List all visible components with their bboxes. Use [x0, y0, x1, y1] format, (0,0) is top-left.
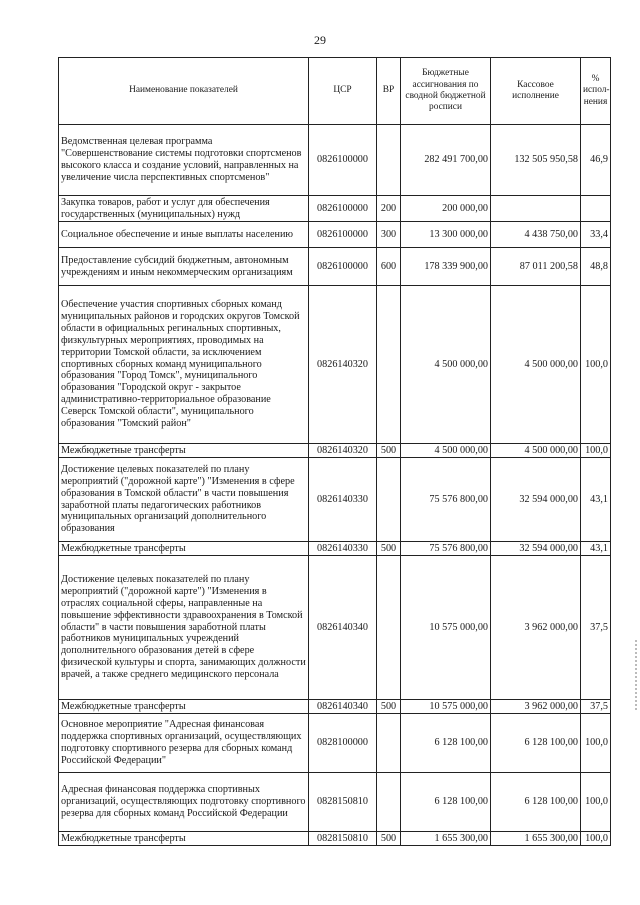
row-percent: 33,4 [581, 222, 611, 248]
row-cash: 4 438 750,00 [491, 222, 581, 248]
table-row [59, 773, 611, 832]
row-name: Предоставление субсидий бюджетным, автономным учреждениям и иным некоммерческим организациям [59, 248, 309, 286]
row-percent: 48,8 [581, 248, 611, 286]
row-vr [377, 773, 401, 832]
scan-artifact [635, 640, 637, 710]
row-csr: 0828150810 [309, 832, 377, 846]
row-name: Межбюджетные трансферты [59, 700, 309, 714]
row-csr: 0826140330 [309, 542, 377, 556]
table-row [59, 248, 611, 286]
table-row [59, 458, 611, 542]
row-cash: 4 500 000,00 [491, 444, 581, 458]
row-budget: 282 491 700,00 [401, 125, 491, 196]
row-budget: 75 576 800,00 [401, 458, 491, 542]
row-cash: 1 655 300,00 [491, 832, 581, 846]
row-name: Достижение целевых показателей по плану мероприятий ("дорожной карте") "Изменения в отраслях социальной сферы, направленные на повышение эффективности здравоохранения в Томской области" в части повышения заработной платы работников муниципальных учреждений дополнительного образования детей в сфере физической культуры и спорта, занимающих должности врачей, а также среднего медицинского персонала [59, 556, 309, 700]
row-csr: 0826100000 [309, 196, 377, 222]
row-csr: 0826140340 [309, 700, 377, 714]
row-budget: 6 128 100,00 [401, 773, 491, 832]
row-csr: 0826100000 [309, 248, 377, 286]
row-budget: 6 128 100,00 [401, 714, 491, 773]
row-cash [491, 196, 581, 222]
row-vr: 500 [377, 542, 401, 556]
row-csr: 0826100000 [309, 222, 377, 248]
row-vr [377, 125, 401, 196]
row-percent: 46,9 [581, 125, 611, 196]
row-vr: 500 [377, 444, 401, 458]
row-percent: 43,1 [581, 542, 611, 556]
row-budget: 10 575 000,00 [401, 556, 491, 700]
row-csr: 0826140330 [309, 458, 377, 542]
row-percent: 100,0 [581, 773, 611, 832]
row-budget: 1 655 300,00 [401, 832, 491, 846]
row-name: Обеспечение участия спортивных сборных команд муниципальных районов и городских округов Томской области в официальных регинальных спортивных, физкультурных мероприятиях, проводимых на территории Томской области, за исключением спортивных сборных команд муниципального образования "Город Томск", муниципального образования "Городской округ - закрытое административно-территориальное образование Северск Томской области", муниципального образования "Томский район" [59, 286, 309, 444]
header-vr: ВР [377, 58, 401, 125]
row-vr: 600 [377, 248, 401, 286]
row-name: Социальное обеспечение и иные выплаты населению [59, 222, 309, 248]
row-percent: 37,5 [581, 700, 611, 714]
table-row [59, 700, 611, 714]
row-percent: 100,0 [581, 444, 611, 458]
row-name: Адресная финансовая поддержка спортивных организаций, осуществляющих подготовку спортивного резерва для сборных команд Российской Федерации [59, 773, 309, 832]
row-name: Межбюджетные трансферты [59, 444, 309, 458]
table-row [59, 125, 611, 196]
table-row [59, 542, 611, 556]
row-vr [377, 556, 401, 700]
row-csr: 0828100000 [309, 714, 377, 773]
table-row [59, 832, 611, 846]
row-vr: 500 [377, 832, 401, 846]
row-csr: 0826140320 [309, 444, 377, 458]
table-row [59, 196, 611, 222]
row-name: Межбюджетные трансферты [59, 542, 309, 556]
row-name: Закупка товаров, работ и услуг для обеспечения государственных (муниципальных) нужд [59, 196, 309, 222]
row-budget: 13 300 000,00 [401, 222, 491, 248]
row-vr [377, 286, 401, 444]
row-cash: 87 011 200,58 [491, 248, 581, 286]
table-row [59, 444, 611, 458]
row-name: Основное мероприятие "Адресная финансовая поддержка спортивных организаций, осуществляющих подготовку спортивного резерва для сборных команд Российской Федерации" [59, 714, 309, 773]
table-header-row [59, 58, 611, 125]
header-budget: Бюджетные ассигнования по сводной бюджетной росписи [401, 58, 491, 125]
row-vr [377, 458, 401, 542]
budget-execution-table [58, 57, 611, 846]
row-vr [377, 714, 401, 773]
row-percent: 37,5 [581, 556, 611, 700]
row-percent: 43,1 [581, 458, 611, 542]
row-name: Достижение целевых показателей по плану мероприятий ("дорожной карте") "Изменения в сфере образования в Томской области" в части повышения заработной платы педагогических работников муниципальных организаций дополнительного образования [59, 458, 309, 542]
row-budget: 200 000,00 [401, 196, 491, 222]
row-csr: 0826100000 [309, 125, 377, 196]
row-budget: 4 500 000,00 [401, 444, 491, 458]
row-cash: 3 962 000,00 [491, 556, 581, 700]
row-csr: 0828150810 [309, 773, 377, 832]
row-budget: 4 500 000,00 [401, 286, 491, 444]
row-vr: 300 [377, 222, 401, 248]
row-percent: 100,0 [581, 286, 611, 444]
header-csr: ЦСР [309, 58, 377, 125]
row-cash: 6 128 100,00 [491, 773, 581, 832]
row-vr: 500 [377, 700, 401, 714]
row-cash: 132 505 950,58 [491, 125, 581, 196]
row-cash: 4 500 000,00 [491, 286, 581, 444]
header-percent: % испол-нения [581, 58, 611, 125]
row-percent: 100,0 [581, 832, 611, 846]
header-cash: Кассовое исполнение [491, 58, 581, 125]
page-number: 29 [314, 33, 326, 47]
row-cash: 32 594 000,00 [491, 458, 581, 542]
row-cash: 3 962 000,00 [491, 700, 581, 714]
row-percent: 100,0 [581, 714, 611, 773]
table-row [59, 222, 611, 248]
table-row [59, 714, 611, 773]
table-row [59, 556, 611, 700]
row-budget: 178 339 900,00 [401, 248, 491, 286]
row-cash: 6 128 100,00 [491, 714, 581, 773]
row-percent [581, 196, 611, 222]
table-row [59, 286, 611, 444]
row-cash: 32 594 000,00 [491, 542, 581, 556]
row-vr: 200 [377, 196, 401, 222]
row-csr: 0826140320 [309, 286, 377, 444]
row-budget: 10 575 000,00 [401, 700, 491, 714]
row-budget: 75 576 800,00 [401, 542, 491, 556]
row-name: Межбюджетные трансферты [59, 832, 309, 846]
row-name: Ведомственная целевая программа "Совершенствование системы подготовки спортсменов высокого класса и создание условий, направленных на увеличение числа перспективных спортсменов" [59, 125, 309, 196]
row-csr: 0826140340 [309, 556, 377, 700]
header-name: Наименование показателей [59, 58, 309, 125]
